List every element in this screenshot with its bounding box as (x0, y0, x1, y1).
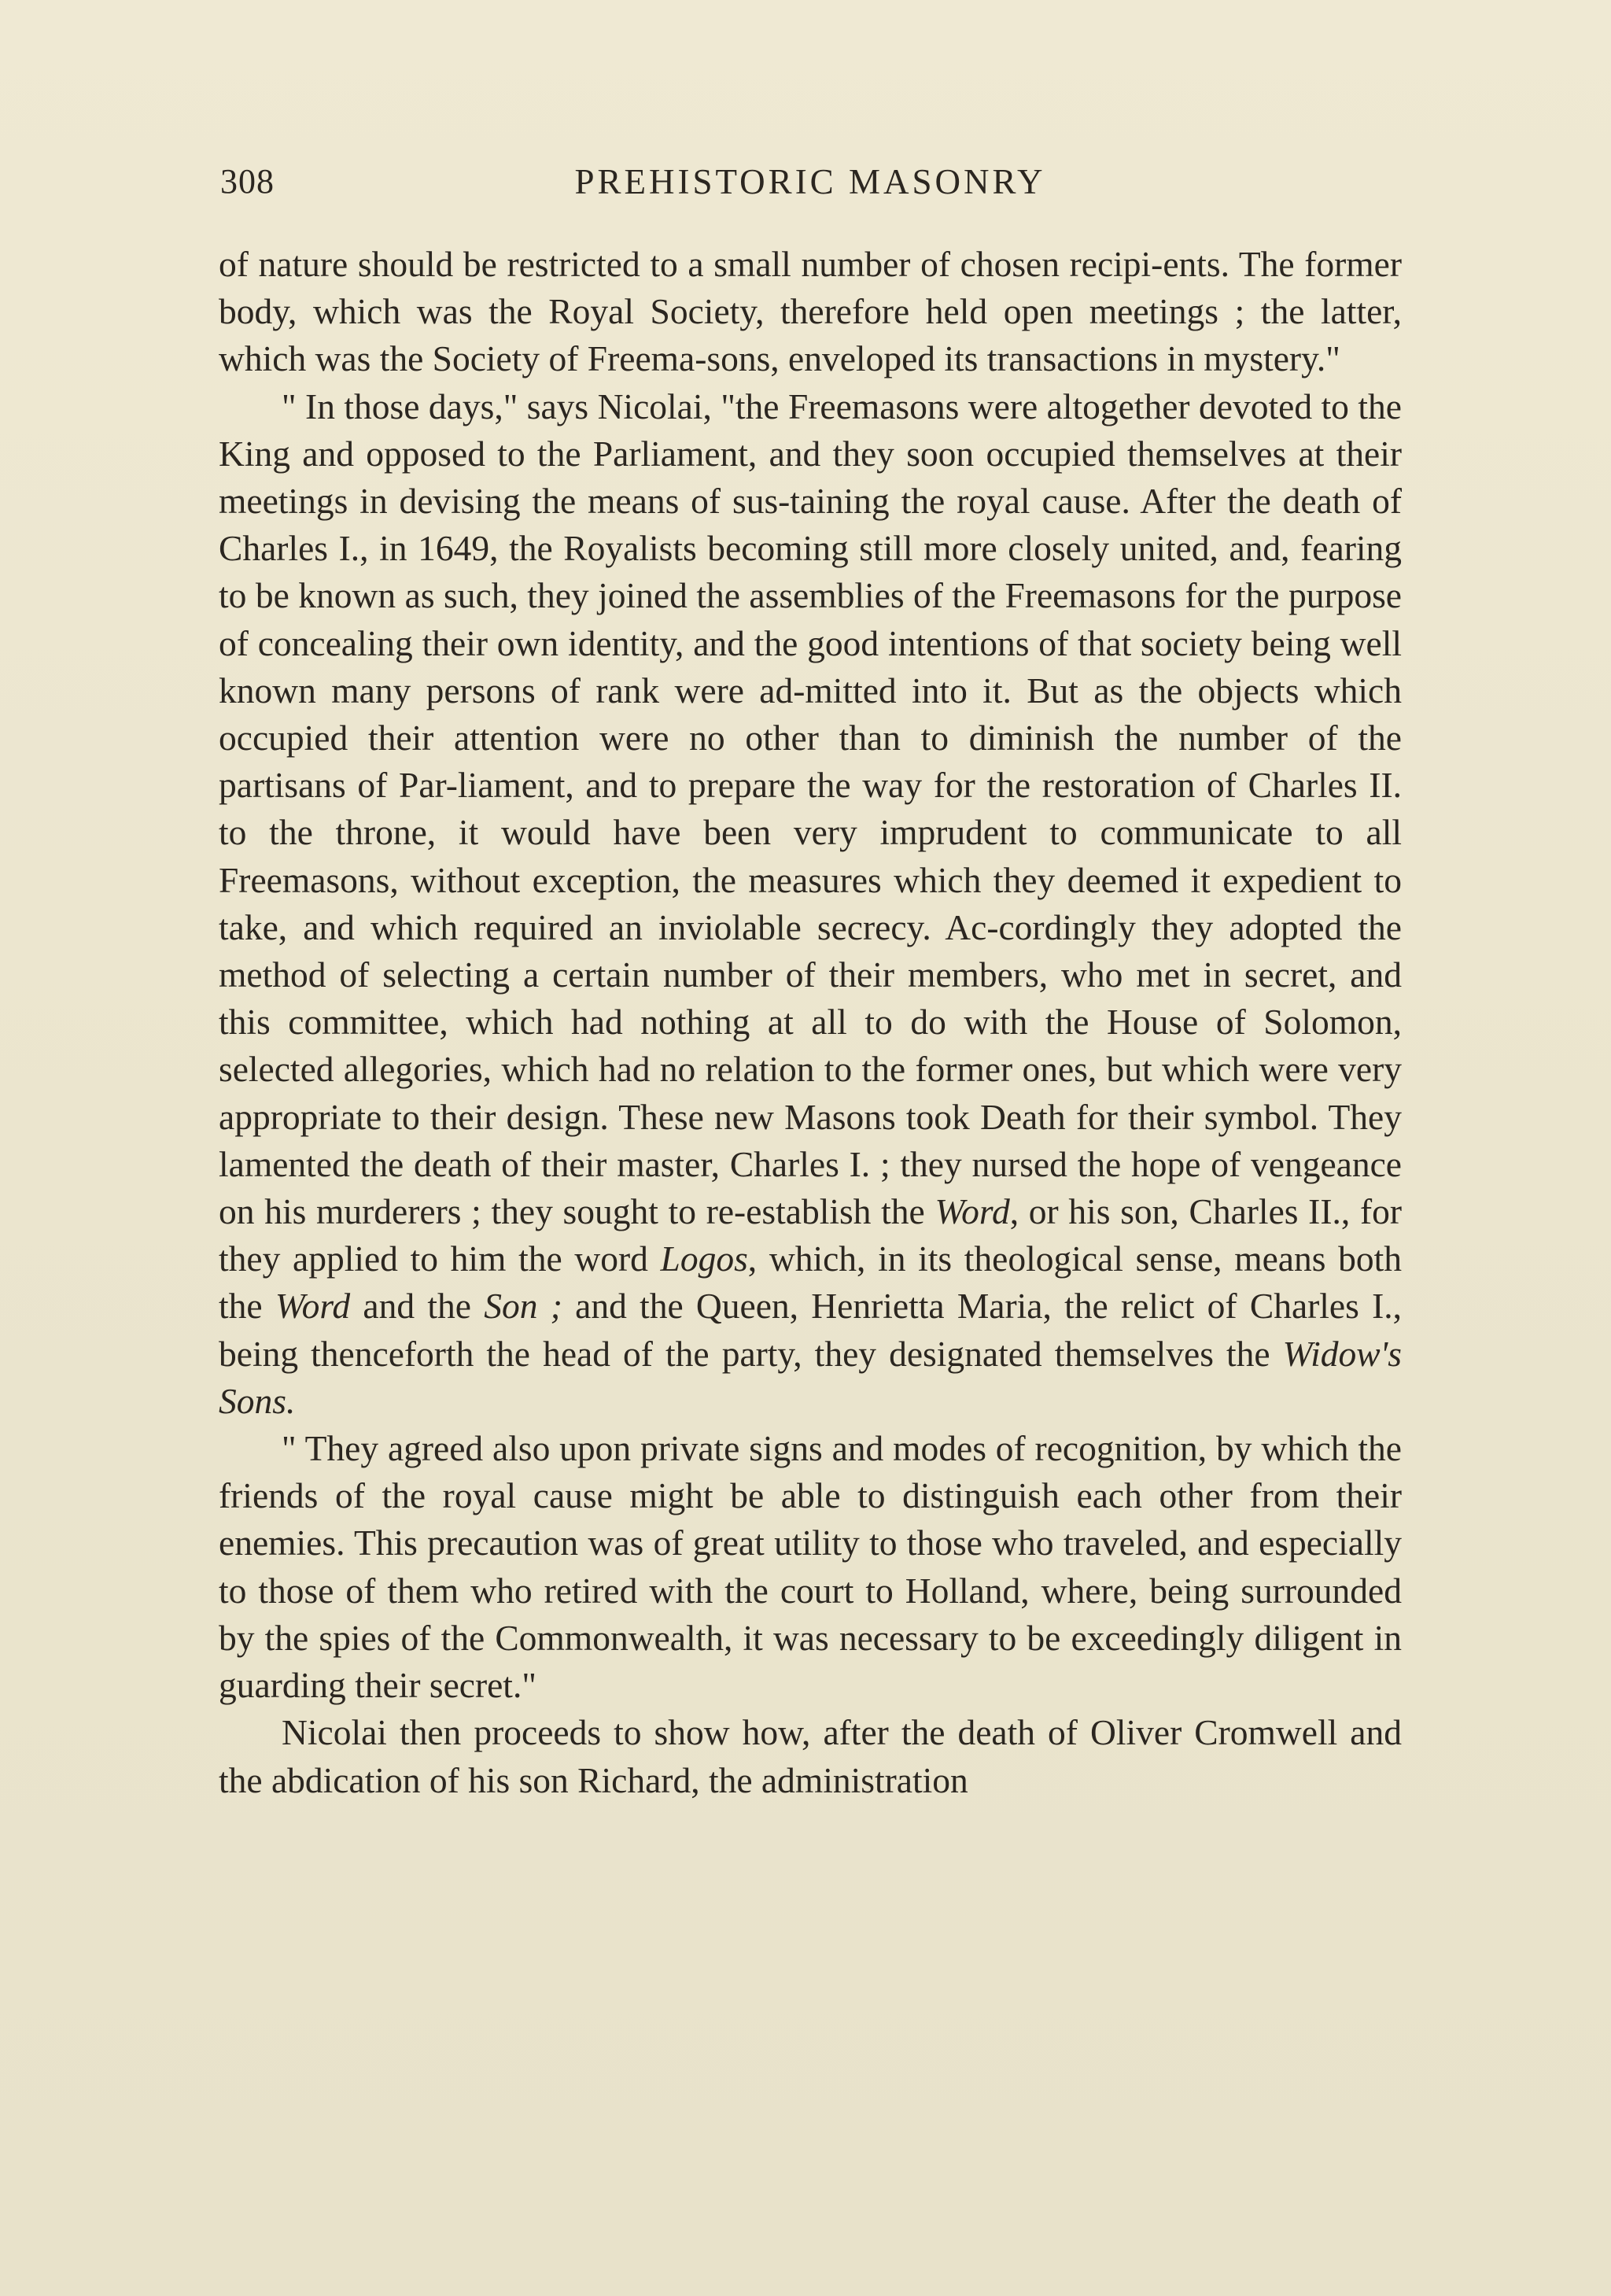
text-run: " They agreed also upon private signs and modes of recognition, by which the friends of the royal cause might be able to distinguish each other from their enemies. This precaution was of great utility to those who traveled, and especially to those of them who retired with the court to Holland, where, being surrounded by the spies of the Commonwealth, it was necessary to be exceedingly diligent in guarding their secret." (219, 1428, 1402, 1706)
italic-run: Word (275, 1286, 351, 1327)
text-run: Nicolai then proceeds to show how, after the death of Oliver Cromwell and the abdication of his son Richard, the administration (219, 1712, 1402, 1800)
paragraph (219, 1709, 1402, 1803)
italic-run: Word (935, 1191, 1010, 1232)
paragraph (219, 241, 1402, 383)
italic-run: Logos (660, 1238, 748, 1279)
body-text (219, 241, 1402, 1804)
paragraph (219, 383, 1402, 1425)
running-title: PREHISTORIC MASONRY (574, 162, 1046, 201)
page-header (220, 161, 1400, 209)
text-run: of nature should be restricted to a small number of chosen recipi-ents. The former body, which was the Royal Society, therefore held open meetings ; the latter, which was the Society of Freema-sons, enveloped its transactions in mystery." (219, 244, 1402, 379)
text-run: and the (350, 1286, 485, 1327)
text-run: and the Queen, Henrietta Maria, the relict of Charles I., being thenceforth the head of the party, they designated themselves the (219, 1286, 1402, 1374)
page-number: 308 (220, 162, 275, 201)
paragraph (219, 1425, 1402, 1709)
text-run: , which, in its theological sense, means both the (219, 1238, 1402, 1327)
italic-run: Widow's Sons. (219, 1333, 1402, 1421)
text-run: " In those days," says Nicolai, "the Freemasons were altogether devoted to the King and opposed to the Parliament, and they soon occupied themselves at their meetings in devising the means of sus-taining the royal cause. After the death of Charles I., in 1649, the Royalists becoming still more closely united, and, fearing to be known as such, they joined the assemblies of the Freemasons for the purpose of concealing their own identity, and the good intentions of that society being well known many persons of rank were ad-mitted into it. But as the objects which occupied their attention were no other than to diminish the number of the partisans of Par-liament, and to prepare the way for the restoration of Charles II. to the throne, it would have been very imprudent to communicate to all Freemasons, without exception, the measures which they deemed it expedient to take, and which required an inviolable secrecy. Ac-cordingly they adopted the method of selecting a certain number of their members, who met in secret, and this committee, which had nothing at all to do with the House of Solomon, selected allegories, which had no relation to the former ones, but which were very appropriate to their design. These new Masons took Death for their symbol. They lamented the death of their master, Charles I. ; they nursed the hope of vengeance on his murderers ; they sought to re-establish the (219, 386, 1402, 1232)
text-run: , or his son, Charles II., for they applied to him the word (219, 1191, 1402, 1279)
italic-run: Son ; (484, 1286, 562, 1327)
